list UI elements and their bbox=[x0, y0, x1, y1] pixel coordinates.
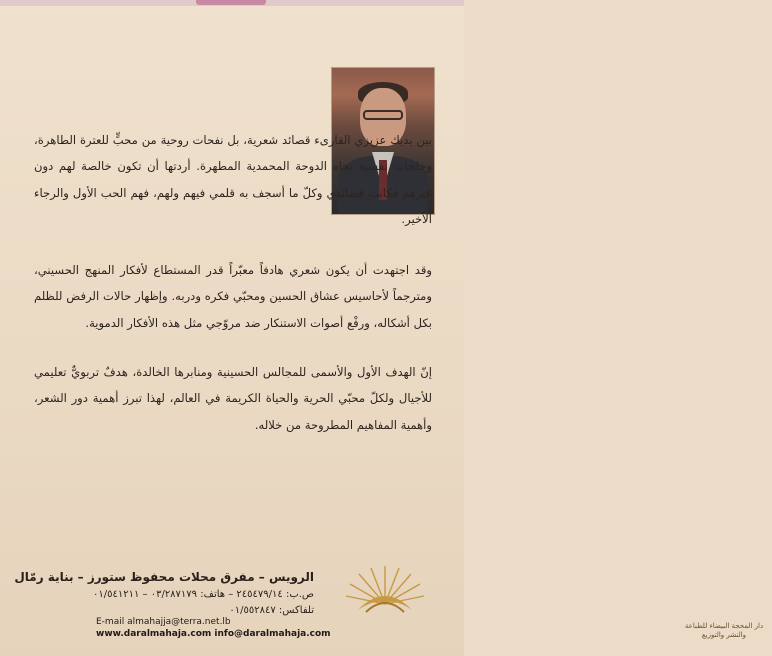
paragraph-goal bbox=[34, 359, 432, 438]
publisher-website: www.daralmahaja.com info@daralmahaja.com bbox=[96, 629, 331, 639]
publisher-name: دار المحجة البيضاء للطباعة والنشر والتوزيع bbox=[684, 622, 764, 639]
photo-glasses bbox=[363, 110, 403, 120]
publisher-logo bbox=[340, 560, 764, 646]
top-color-mark bbox=[196, 0, 266, 5]
paragraph-intro bbox=[34, 127, 432, 233]
publisher-phone: ص.ب: ٢٤٥٤٧٩/١٤ – هاتف: ٠٣/٢٨٧١٧٩ – ٠١/٥٤١٢١١ bbox=[93, 589, 314, 600]
paragraph-purpose bbox=[34, 257, 432, 336]
paragraph-text: إنّ الهدف الأول والأسمى للمجالس الحسينية ومنابرها الخالدة، هدفٌ تربويٌّ تعليمي للأجيال ولكلّ محبّي الحرية والحياة الكريمة في العالم، لهذا تبرز أهمية دور الشعر، وأهمية المفاهيم المطروحة من خلاله. bbox=[34, 365, 432, 432]
publisher-email: E-mail almahajja@terra.net.lb bbox=[96, 617, 231, 627]
publisher-address: الرويس – مفرق محلات محفوظ ستورز – بناية رمّال bbox=[14, 570, 314, 584]
sunburst-logo-icon bbox=[340, 560, 430, 624]
paragraph-text: وقد اجتهدت أن يكون شعري هادفاً معبّراً قدر المستطاع لأفكار المنهج الحسيني، ومترجماً لأحاسيس عشاق الحسين ومحبّي فكره ودربه. وإظهار حالات الرفض للظلم بكل أشكاله، ورفْع أصوات الاستنكار ضد مروّجي مثل هذه الأفكار الدموية. bbox=[34, 263, 432, 330]
paragraph-text: بين يديك عزيزي القارىء قصائد شعرية، بل نفحات روحية من محبٍّ للعترة الطاهرة، وخلجات نفسية تجاه الدوحة المحمدية المطهرة. أردتها أن تكون خالصة لهم دون غيرهم فكانت قصائدي وكلّ ما أسجف به قلمي فيهم ولهم، فهم الحب الأول والرجاء الأخير. bbox=[34, 133, 432, 227]
publisher-fax: تلفاكس: ٠١/٥٥٢٨٤٧ bbox=[229, 605, 314, 616]
publisher-footer bbox=[0, 560, 764, 656]
